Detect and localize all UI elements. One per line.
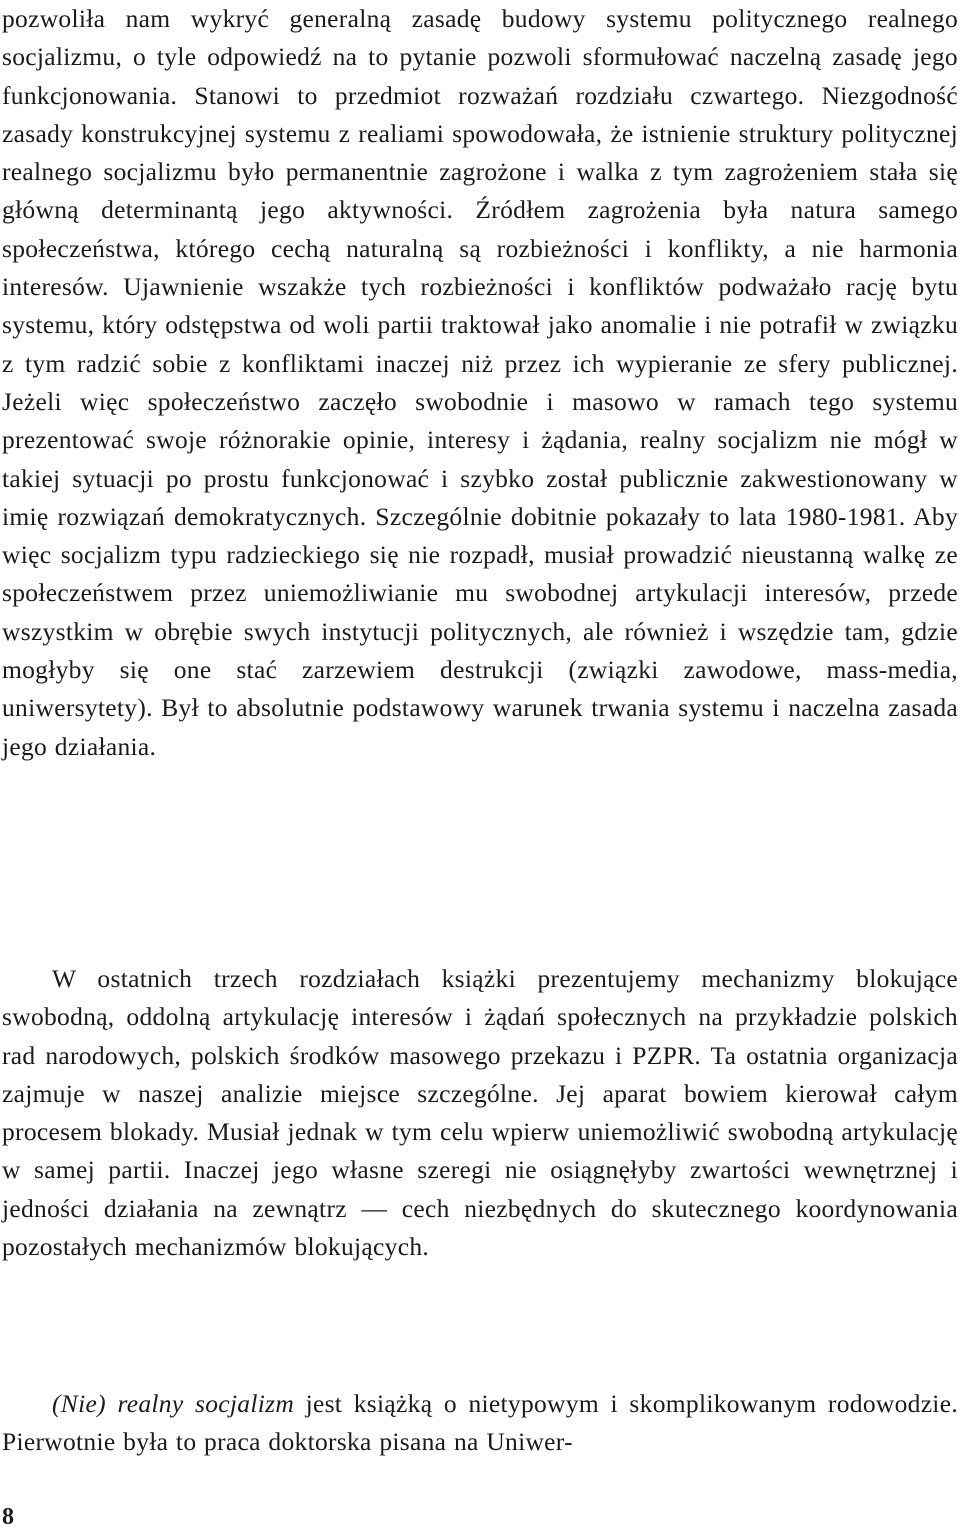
paragraph-2: W ostatnich trzech rozdziałach książki prezentujemy mechanizmy blokujące swobodną, oddolną artykulację interesów i żądań społecznych na przykładzie polskich rad narodowych, polskich środków masowego przekazu i PZPR. Ta ostatnia organizacja zajmuje w naszej analizie miejsce szczególne. Jej aparat bowiem kierował całym procesem blokady. Musiał jednak w tym celu wpierw uniemożliwić swobodną artykulację w samej partii. Inaczej jego własne szeregi nie osiągnęłyby zwartości wewnętrznej i jedności działania na zewnątrz — cech niezbędnych do skutecznego koordynowania pozostałych mechanizmów blokujących. bbox=[2, 964, 958, 1262]
paragraph-1-start: pozwoliła nam wykryć generalną zasadę budowy systemu politycznego realnego socjalizmu, o tyle odpowiedź na to pytanie pozwoli sformułować naczelną zasadę jego funkcjonowania. Stanowi to przedmiot rozważań rozdziału czwartego. bbox=[2, 4, 958, 110]
text-block-book bbox=[2, 1385, 958, 1462]
book-title: (Nie) realny socjalizm bbox=[52, 1389, 295, 1418]
paragraph-1-continuation: Niezgodność zasady konstrukcyjnej systemu z realiami spowodowała, że istnienie struktury politycznej realnego socjalizmu było permanentnie zagrożone i walka z tym zagrożeniem stała się główną determinantą jego aktywności. Źródłem zagrożenia była natura samego społeczeństwa, którego cechą naturalną są rozbieżności i konflikty, a nie harmonia interesów. Ujawnienie wszakże tych rozbieżności i konfliktów podważało rację bytu systemu, który odstępstwa od woli partii traktował jako anomalie i nie potrafił w związku z tym radzić sobie z konfliktami inaczej niż przez ich wypieranie ze sfery publicznej. Jeżeli więc społeczeństwo zaczęło swobodnie i masowo w ramach tego systemu prezentować swoje różnorakie opinie, interesy i żądania, realny socjalizm nie mógł w takiej sytuacji po prostu funkcjonować i szybko został publicznie zakwestionowany w imię rozwiązań demokratycznych. Szczególnie dobitnie pokazały to lata 1980-1981. Aby więc socjalizm typu radzieckiego się nie rozpadł, musiał prowadzić nieustanną walkę ze społeczeństwem przez uniemożliwianie mu swobodnej artykulacji interesów, przede wszystkim w obrębie swych instytucji politycznych, ale również i wszędzie tam, gdzie mogłyby się one stać zarzewiem destrukcji (związki zawodowe, mass-media, uniwersytety). Był to absolutnie podstawowy warunek trwania systemu i naczelna zasada jego działania. bbox=[2, 80, 958, 761]
text-block-main bbox=[2, 0, 958, 766]
paragraph-1 bbox=[2, 0, 958, 766]
paragraph-3-rest: jest książką o nietypowym i skomplikowanym rodowodzie. Pierwotnie była to praca doktorska pisana na Uniwer- bbox=[2, 1389, 958, 1457]
paragraph-3 bbox=[2, 1385, 958, 1462]
page-number: 8 bbox=[2, 1504, 14, 1530]
text-block-mechanisms bbox=[2, 960, 958, 1266]
